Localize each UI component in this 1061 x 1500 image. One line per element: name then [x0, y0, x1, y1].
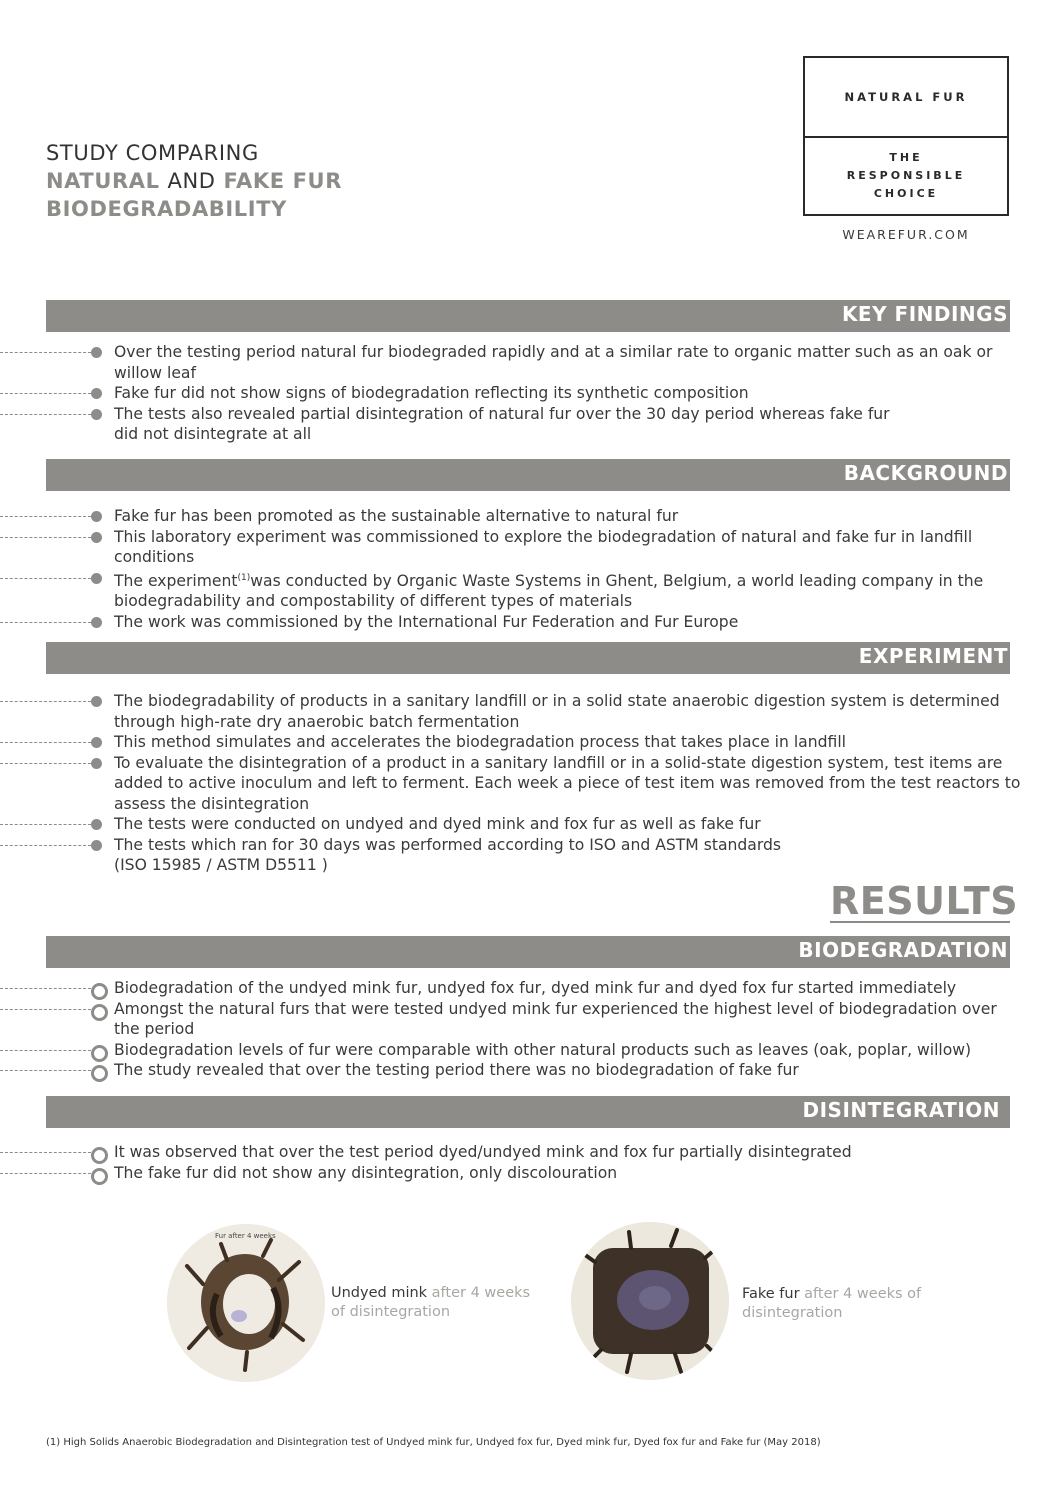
disintegration-heading: DISINTEGRATION — [802, 1098, 1000, 1122]
list-item-standards: (ISO 15985 / ASTM D5511 ) — [114, 856, 328, 874]
footnote-ref: (1) — [237, 572, 251, 583]
undyed-mink-photo — [167, 1224, 325, 1382]
title-word-natural: NATURAL — [46, 169, 160, 193]
list-item-text-start: The experiment — [114, 571, 238, 590]
logo-tagline-line-3: CHOICE — [873, 187, 939, 200]
photo-label: Fur after 4 weeks — [215, 1232, 276, 1240]
caption-detail: after 4 weeks of disintegration — [331, 1285, 531, 1320]
list-item: Over the testing period natural fur biodegraded rapidly and at a similar rate to organic matter such as an oak or willow leaf — [0, 342, 1061, 383]
list-item: Biodegradation levels of fur were comparable with other natural products such as leaves (oak, poplar, willow) — [0, 1040, 1061, 1061]
experiment-header — [46, 642, 1010, 674]
brand-logo — [803, 56, 1009, 216]
title-word-and: AND — [167, 169, 216, 193]
list-item-text: The tests which ran for 30 days was performed according to ISO and ASTM standards — [114, 835, 782, 854]
list-item: The tests were conducted on undyed and dyed mink and fox fur as well as fake fur — [0, 814, 1061, 835]
logo-natural-fur: NATURAL FUR — [805, 58, 1007, 138]
key-findings-heading: KEY FINDINGS — [841, 302, 1008, 326]
biodegradation-header — [46, 936, 1010, 968]
results-underline — [830, 921, 1010, 923]
fake-fur-image — [571, 1222, 729, 1380]
experiment-list — [0, 691, 1061, 876]
list-item: Fake fur did not show signs of biodegradation reflecting its synthetic composition — [0, 383, 1061, 404]
undyed-mink-caption — [331, 1284, 531, 1321]
title-line-2 — [46, 167, 342, 195]
key-findings-header — [46, 300, 1010, 332]
list-item-text-end: was conducted by Organic Waste Systems in Ghent, Belgium, a world leading company in the biodegradability and compostability of different types of materials — [114, 571, 984, 611]
fake-fur-photo — [571, 1222, 729, 1380]
key-findings-list — [0, 342, 1061, 445]
list-item: This laboratory experiment was commissioned to explore the biodegradation of natural and fake fur in landfill conditions — [0, 527, 1061, 568]
disintegration-header — [46, 1096, 1010, 1128]
list-item — [0, 835, 1061, 876]
caption-detail: after 4 weeks of disintegration — [742, 1286, 922, 1321]
list-item: Amongst the natural furs that were tested undyed mink fur experienced the highest level of biodegradation over the period — [0, 999, 1061, 1040]
list-item: This method simulates and accelerates the biodegradation process that takes place in landfill — [0, 732, 1061, 753]
list-item: The biodegradability of products in a sanitary landfill or in a solid state anaerobic digestion system is determined through high-rate dry anaerobic batch fermentation — [0, 691, 1061, 732]
fake-fur-caption — [742, 1285, 942, 1322]
title-word-fake-fur: FAKE FUR — [223, 169, 342, 193]
biodegradation-heading: BIODEGRADATION — [798, 938, 1008, 962]
disintegration-list — [0, 1142, 1061, 1183]
caption-subject: Undyed mink — [331, 1285, 428, 1301]
results-heading: RESULTS — [830, 879, 1019, 923]
logo-tagline-line-2: RESPONSIBLE — [846, 169, 966, 182]
biodegradation-list — [0, 978, 1061, 1081]
title-line-1: STUDY COMPARING — [46, 141, 259, 165]
title-line-3: BIODEGRADABILITY — [46, 197, 287, 221]
logo-tagline — [805, 138, 1007, 214]
logo-tagline-line-1: THE — [889, 151, 923, 164]
list-item — [0, 568, 1061, 612]
list-item: It was observed that over the test period dyed/undyed mink and fox fur partially disintegrated — [0, 1142, 1061, 1163]
document-title — [46, 139, 342, 223]
experiment-heading: EXPERIMENT — [858, 644, 1008, 668]
list-item: Biodegradation of the undyed mink fur, undyed fox fur, dyed mink fur and dyed fox fur started immediately — [0, 978, 1061, 999]
website-link[interactable]: WEAREFUR.COM — [842, 227, 970, 242]
list-item: The study revealed that over the testing period there was no biodegradation of fake fur — [0, 1060, 1061, 1081]
caption-subject: Fake fur — [742, 1286, 800, 1302]
footnote: (1) High Solids Anaerobic Biodegradation and Disintegration test of Undyed mink fur, Undyed fox fur, Dyed mink fur, Dyed fox fur and Fake fur (May 2018) — [46, 1437, 821, 1448]
undyed-mink-image — [167, 1224, 325, 1382]
list-item: Fake fur has been promoted as the sustainable alternative to natural fur — [0, 506, 1061, 527]
list-item: The fake fur did not show any disintegration, only discolouration — [0, 1163, 1061, 1184]
list-item: The work was commissioned by the International Fur Federation and Fur Europe — [0, 612, 1061, 633]
list-item: To evaluate the disintegration of a product in a sanitary landfill or in a solid-state digestion system, test items are added to active inoculum and left to ferment. Each week a piece of test item was removed from the test reactors to assess the disintegration — [0, 753, 1061, 815]
background-list — [0, 506, 1061, 632]
list-item: The tests also revealed partial disintegration of natural fur over the 30 day period whereas fake fur did not disintegrate at all — [0, 404, 1061, 445]
background-heading: BACKGROUND — [843, 461, 1008, 485]
background-header — [46, 459, 1010, 491]
